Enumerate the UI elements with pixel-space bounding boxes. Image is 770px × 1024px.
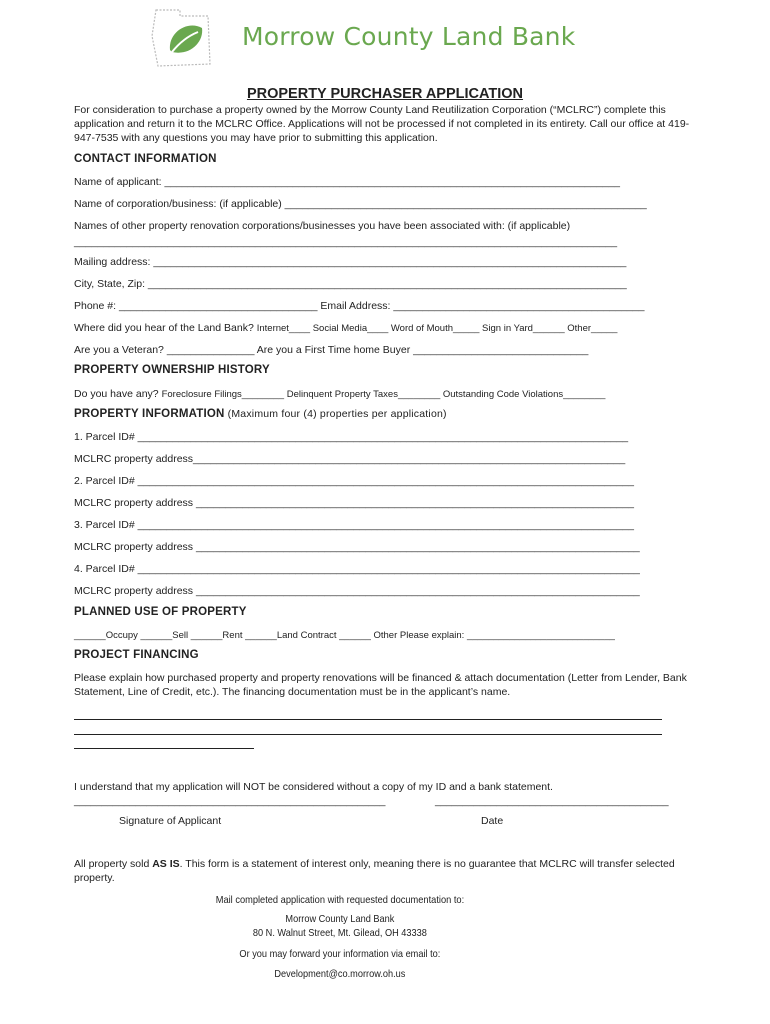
financing-instructions: Please explain how purchased property and property renovations will be financed & attach documentation (Letter from Lender, Bank Statement, Line of Credit, etc.). The financing documentation must be in the applicant’s name. (74, 672, 687, 698)
as-is-emphasis: AS IS (152, 858, 180, 870)
property-address-4-field[interactable]: MCLRC property address ____________________________________________________________________________ (74, 585, 640, 597)
date-label: Date (481, 815, 504, 827)
mail-organization: Morrow County Land Bank (285, 913, 395, 925)
financing-line-1[interactable] (74, 719, 662, 720)
financing-line-3[interactable] (74, 748, 254, 749)
other-corporations-field[interactable]: _____________________________________________________________________________________________ (74, 236, 618, 248)
mail-address: 80 N. Walnut Street, Mt. Gilead, OH 43338 (252, 927, 427, 939)
corporation-field[interactable]: Name of corporation/business: (if applicable) ______________________________________________________________ (74, 198, 647, 210)
planned-use-heading: PLANNED USE OF PROPERTY (74, 606, 247, 618)
parcel-id-2-field[interactable]: 2. Parcel ID# _____________________________________________________________________________________ (74, 475, 634, 487)
property-address-3-field[interactable]: MCLRC property address ____________________________________________________________________________ (74, 541, 640, 553)
mail-instructions: Mail completed application with requested documentation to: (215, 894, 465, 906)
property-info-note: (Maximum four (4) properties per application) (224, 408, 447, 420)
property-address-1-field[interactable]: MCLRC property address__________________________________________________________________________ (74, 453, 626, 465)
veteran-field[interactable]: Are you a Veteran? _______________ Are you a First Time home Buyer ______________________________ (74, 344, 589, 356)
planned-use-options[interactable]: ______Occupy ______Sell ______Rent ______Land Contract ______ Other Please explain: ____________________________ (74, 630, 615, 641)
contact-email-link[interactable]: Development@co.morrow.oh.us (274, 968, 406, 980)
page-title: PROPERTY PURCHASER APPLICATION (246, 86, 524, 102)
applicant-name-field[interactable]: Name of applicant: ______________________________________________________________________________ (74, 176, 620, 188)
parcel-id-3-field[interactable]: 3. Parcel ID# _____________________________________________________________________________________ (74, 519, 634, 531)
financing-line-2[interactable] (74, 734, 662, 735)
brand-name: Morrow County Land Bank (242, 22, 576, 51)
property-address-2-field[interactable]: MCLRC property address ___________________________________________________________________________ (74, 497, 634, 509)
ownership-question: Do you have any? (74, 388, 162, 400)
referral-source-row[interactable] (74, 322, 617, 335)
referral-options[interactable]: Internet____ Social Media____ Word of Mouth_____ Sign in Yard______ Other_____ (256, 323, 618, 334)
as-is-notice: All property sold AS IS. This form is a statement of interest only, meaning there is no guarantee that MCLRC will transfer selected property. (74, 858, 675, 884)
city-state-zip-field[interactable]: City, State, Zip: __________________________________________________________________________________ (74, 278, 627, 290)
intro-text: For consideration to purchase a property owned by the Morrow County Land Reutilization Corporation (“MCLRC”) complete this application and return it to the MCLRC Office. Applications will not be processed if not completed in its entirety. Call our office at 419-947-7535 with any questions you may have prior to submitting this application. (74, 104, 690, 144)
financing-heading: PROJECT FINANCING (74, 649, 199, 661)
parcel-id-1-field[interactable]: 1. Parcel ID# ____________________________________________________________________________________ (74, 431, 629, 443)
date-line[interactable]: __________________________________________ (435, 796, 669, 807)
property-info-heading: PROPERTY INFORMATION (Maximum four (4) properties per application) (74, 408, 447, 420)
id-requirement-text: I understand that my application will NOT be considered without a copy of my ID and a bank statement. (74, 781, 553, 793)
referral-question: Where did you hear of the Land Bank? (74, 322, 257, 334)
signature-line[interactable]: ________________________________________________________ (74, 796, 386, 807)
signature-label: Signature of Applicant (119, 815, 222, 827)
other-corporations-label: Names of other property renovation corporations/businesses you have been associated with: (if applicable) (74, 220, 571, 232)
county-leaf-icon (150, 6, 216, 70)
ownership-heading: PROPERTY OWNERSHIP HISTORY (74, 364, 270, 376)
contact-heading: CONTACT INFORMATION (74, 153, 217, 165)
logo (150, 6, 216, 70)
ownership-options[interactable]: Foreclosure Filings________ Delinquent Property Taxes________ Outstanding Code Violations________ (161, 389, 606, 400)
mailing-address-field[interactable]: Mailing address: _________________________________________________________________________________ (74, 256, 627, 268)
ownership-row[interactable] (74, 388, 605, 401)
parcel-id-4-field[interactable]: 4. Parcel ID# ______________________________________________________________________________________ (74, 563, 640, 575)
phone-email-field[interactable]: Phone #: __________________________________ Email Address: ___________________________________________ (74, 300, 645, 312)
email-instructions: Or you may forward your information via email to: (239, 948, 441, 960)
